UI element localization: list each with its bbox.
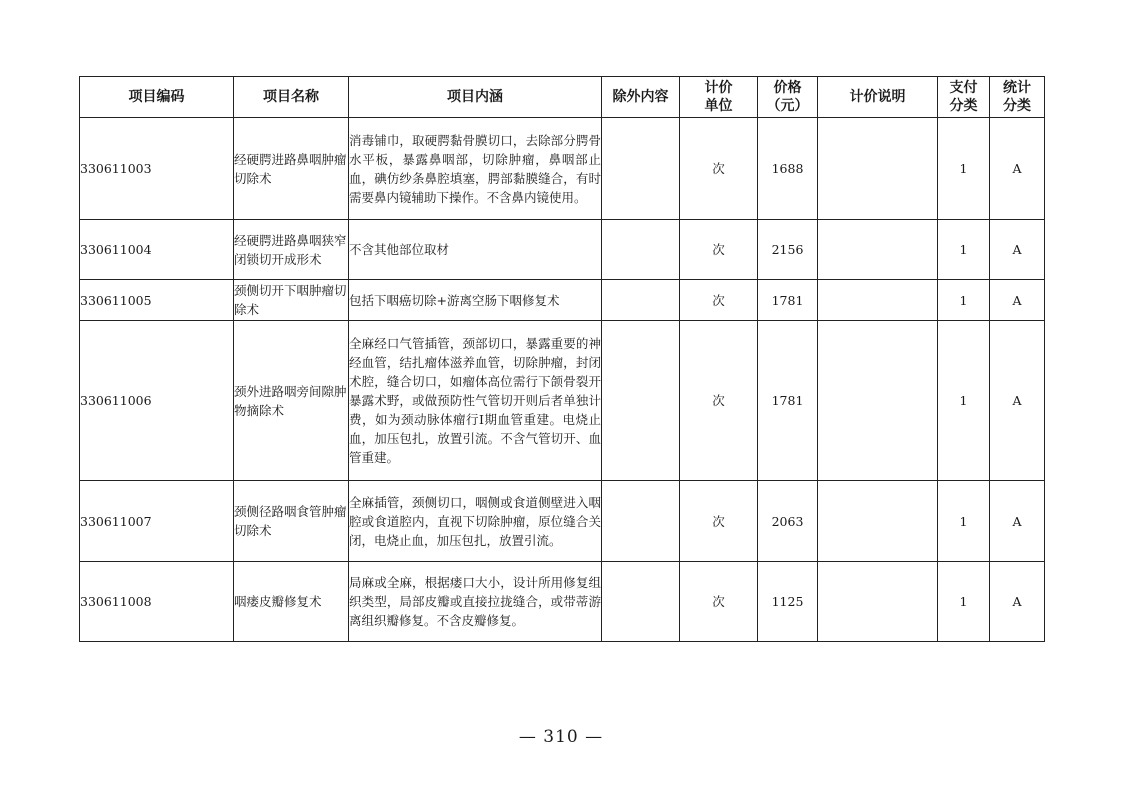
price-table xyxy=(79,76,1045,642)
cell-content: 不含其他部位取材 xyxy=(349,220,602,280)
cell-code: 330611005 xyxy=(80,280,234,321)
cell-payment: 1 xyxy=(938,481,990,562)
cell-note xyxy=(818,220,938,280)
cell-excluded xyxy=(602,220,680,280)
header-payment-line2: 分类 xyxy=(949,98,978,114)
header-payment-line1: 支付 xyxy=(949,80,978,96)
header-stat xyxy=(990,77,1045,118)
table-row xyxy=(80,481,1045,562)
cell-unit: 次 xyxy=(680,481,758,562)
header-price-line1: 价格 xyxy=(773,80,802,96)
cell-stat: A xyxy=(990,220,1045,280)
cell-name: 颈外进路咽旁间隙肿物摘除术 xyxy=(234,321,349,481)
cell-excluded xyxy=(602,118,680,220)
cell-content: 全麻插管，颈侧切口，咽侧或食道侧壁进入咽腔或食道腔内，直视下切除肿瘤，原位缝合关闭，电烧止血，加压包扎，放置引流。 xyxy=(349,481,602,562)
cell-note xyxy=(818,118,938,220)
cell-stat: A xyxy=(990,321,1045,481)
cell-payment: 1 xyxy=(938,118,990,220)
cell-unit: 次 xyxy=(680,321,758,481)
cell-name: 经硬腭进路鼻咽狭窄闭锁切开成形术 xyxy=(234,220,349,280)
cell-name: 颈侧径路咽食管肿瘤切除术 xyxy=(234,481,349,562)
cell-content: 全麻经口气管插管，颈部切口，暴露重要的神经血管，结扎瘤体滋养血管，切除肿瘤，封闭术腔，缝合切口，如瘤体高位需行下颌骨裂开暴露术野，或做预防性气管切开则后者单独计费，如为颈动脉体瘤行Ⅰ期血管重建。电烧止血，加压包扎，放置引流。不含气管切开、血管重建。 xyxy=(349,321,602,481)
cell-name: 咽瘘皮瓣修复术 xyxy=(234,562,349,642)
header-unit xyxy=(680,77,758,118)
page-number: — 310 — xyxy=(518,727,604,747)
header-pricing-note: 计价说明 xyxy=(818,77,938,118)
cell-unit: 次 xyxy=(680,220,758,280)
header-excluded: 除外内容 xyxy=(602,77,680,118)
cell-price: 2063 xyxy=(758,481,818,562)
cell-content: 局麻或全麻，根据瘘口大小，设计所用修复组织类型，局部皮瓣或直接拉拢缝合，或带蒂游离组织瓣修复。不含皮瓣修复。 xyxy=(349,562,602,642)
header-content: 项目内涵 xyxy=(349,77,602,118)
cell-code: 330611003 xyxy=(80,118,234,220)
cell-payment: 1 xyxy=(938,321,990,481)
cell-excluded xyxy=(602,481,680,562)
table-row xyxy=(80,220,1045,280)
cell-name: 颈侧切开下咽肿瘤切除术 xyxy=(234,280,349,321)
cell-price: 1688 xyxy=(758,118,818,220)
cell-note xyxy=(818,280,938,321)
header-stat-line2: 分类 xyxy=(1003,98,1031,114)
table-row xyxy=(80,321,1045,481)
cell-unit: 次 xyxy=(680,118,758,220)
header-price xyxy=(758,77,818,118)
table-row xyxy=(80,280,1045,321)
cell-note xyxy=(818,562,938,642)
cell-excluded xyxy=(602,280,680,321)
header-payment xyxy=(938,77,990,118)
header-stat-line1: 统计 xyxy=(1003,80,1031,96)
cell-stat: A xyxy=(990,118,1045,220)
header-unit-line2: 单位 xyxy=(704,98,733,114)
cell-unit: 次 xyxy=(680,280,758,321)
cell-price: 1781 xyxy=(758,321,818,481)
cell-note xyxy=(818,321,938,481)
cell-price: 1781 xyxy=(758,280,818,321)
cell-content: 包括下咽癌切除+游离空肠下咽修复术 xyxy=(349,280,602,321)
cell-code: 330611007 xyxy=(80,481,234,562)
cell-name: 经硬腭进路鼻咽肿瘤切除术 xyxy=(234,118,349,220)
cell-payment: 1 xyxy=(938,280,990,321)
header-price-line2: （元） xyxy=(766,98,809,114)
header-code: 项目编码 xyxy=(80,77,234,118)
cell-unit: 次 xyxy=(680,562,758,642)
cell-price: 2156 xyxy=(758,220,818,280)
table-row xyxy=(80,562,1045,642)
header-row xyxy=(80,77,1045,118)
header-unit-line1: 计价 xyxy=(704,80,733,96)
cell-payment: 1 xyxy=(938,562,990,642)
cell-stat: A xyxy=(990,280,1045,321)
table-row xyxy=(80,118,1045,220)
header-name: 项目名称 xyxy=(234,77,349,118)
cell-code: 330611004 xyxy=(80,220,234,280)
cell-excluded xyxy=(602,321,680,481)
cell-code: 330611008 xyxy=(80,562,234,642)
cell-content: 消毒铺巾，取硬腭黏骨膜切口，去除部分腭骨水平板，暴露鼻咽部，切除肿瘤，鼻咽部止血，碘仿纱条鼻腔填塞，腭部黏膜缝合，有时需要鼻内镜辅助下操作。不含鼻内镜使用。 xyxy=(349,118,602,220)
cell-excluded xyxy=(602,562,680,642)
cell-price: 1125 xyxy=(758,562,818,642)
cell-payment: 1 xyxy=(938,220,990,280)
cell-note xyxy=(818,481,938,562)
cell-stat: A xyxy=(990,481,1045,562)
cell-stat: A xyxy=(990,562,1045,642)
cell-code: 330611006 xyxy=(80,321,234,481)
